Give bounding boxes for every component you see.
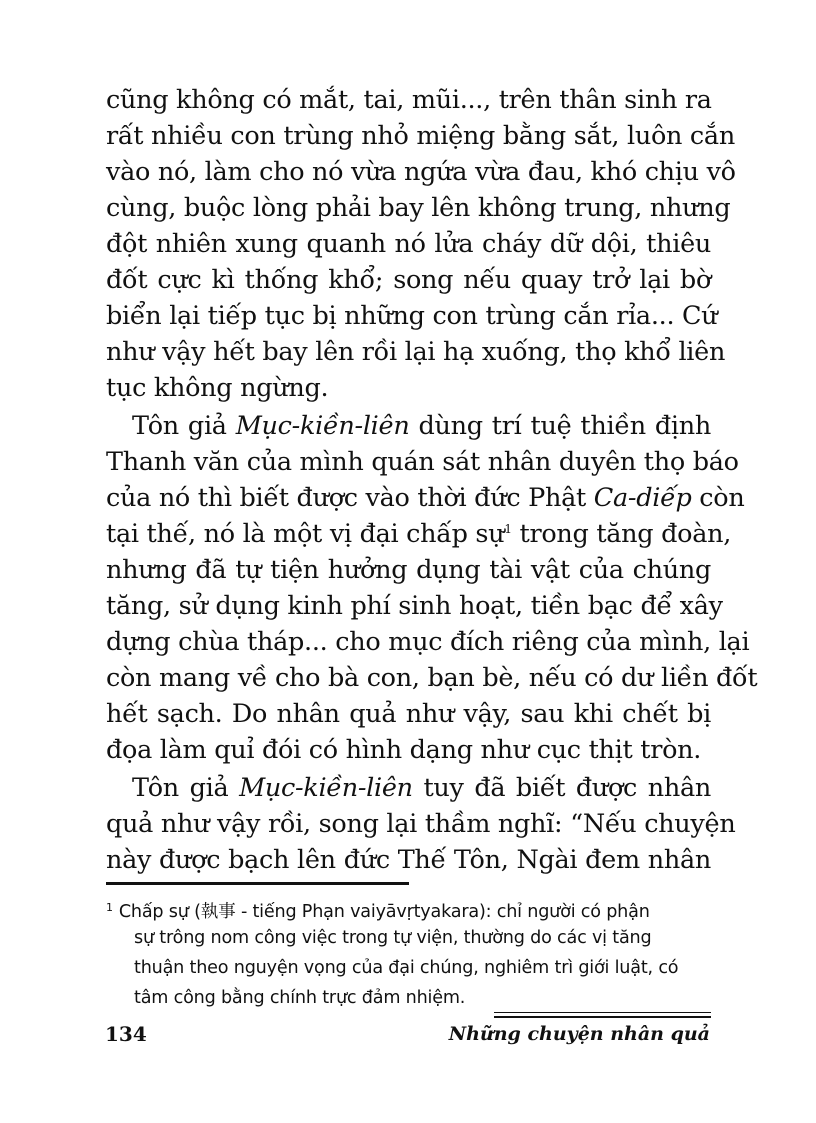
text-line: tục không ngừng. xyxy=(106,373,329,403)
footer-rule xyxy=(494,1012,711,1013)
footnote-line: thuận theo nguyện vọng của đại chúng, nghiêm trì giới luật, có xyxy=(134,958,679,978)
footnote-reference[interactable]: 1 xyxy=(504,522,512,536)
text-run: trong tăng đoàn, xyxy=(511,519,732,549)
text-run: Tôn giả xyxy=(132,411,236,441)
text-line: vào nó, làm cho nó vừa ngứa vừa đau, khó chịu vô xyxy=(106,157,736,187)
text-line: biển lại tiếp tục bị những con trùng cắn rỉa... Cứ xyxy=(106,301,718,331)
text-line xyxy=(106,516,732,552)
footnote-line xyxy=(106,893,714,923)
text-run: dùng trí tuệ thiền định xyxy=(409,411,711,441)
footnote-mark: 1 xyxy=(106,901,113,914)
footer-rule xyxy=(494,1016,711,1018)
footnote-line: tâm công bằng chính trực đảm nhiệm. xyxy=(134,988,466,1008)
text-line: dựng chùa tháp... cho mục đích riêng của mình, lại xyxy=(106,627,750,657)
text-run: tuy đã biết được nhân xyxy=(412,773,711,803)
text-line: nhưng đã tự tiện hưởng dụng tài vật của chúng xyxy=(106,555,711,585)
page-number: 134 xyxy=(105,1022,147,1046)
text-line: đột nhiên xung quanh nó lửa cháy dữ dội, thiêu xyxy=(106,229,711,259)
text-line: quả như vậy rồi, song lại thầm nghĩ: “Nếu chuyện xyxy=(106,809,736,839)
text-line: hết sạch. Do nhân quả như vậy, sau khi chết bị xyxy=(106,699,711,729)
italic-name: Mục-kiền-liên xyxy=(235,411,410,441)
text-line xyxy=(106,408,711,444)
footnote-separator xyxy=(106,882,409,885)
body-text xyxy=(106,82,758,878)
text-line: cũng không có mắt, tai, mũi..., trên thân sinh ra xyxy=(106,85,712,115)
text-line: Thanh văn của mình quán sát nhân duyên thọ báo xyxy=(106,447,739,477)
italic-name: Ca-diếp xyxy=(593,483,692,513)
text-line: rất nhiều con trùng nhỏ miệng bằng sắt, luôn cắn xyxy=(106,121,735,151)
running-title: Những chuyện nhân quả xyxy=(448,1023,710,1045)
text-run: còn xyxy=(691,483,745,513)
text-line xyxy=(106,770,711,806)
text-line: đốt cực kì thống khổ; song nếu quay trở lại bờ xyxy=(106,265,711,295)
text-line: còn mang về cho bà con, bạn bè, nếu có dư liền đốt xyxy=(106,663,758,693)
text-line xyxy=(106,480,745,516)
text-run: tại thế, nó là một vị đại chấp sự xyxy=(106,519,505,549)
text-line: đọa làm quỉ đói có hình dạng như cục thịt tròn. xyxy=(106,735,702,765)
text-line: tăng, sử dụng kinh phí sinh hoạt, tiền bạc để xây xyxy=(106,591,723,621)
text-line: như vậy hết bay lên rồi lại hạ xuống, thọ khổ liên xyxy=(106,337,726,367)
text-line: cùng, buộc lòng phải bay lên không trung, nhưng xyxy=(106,193,731,223)
footnote-text: Chấp sự (執事 - tiếng Phạn vaiyāvṛtyakara): chỉ người có phận xyxy=(118,902,650,922)
italic-name: Mục-kiền-liên xyxy=(239,773,413,803)
text-line: này được bạch lên đức Thế Tôn, Ngài đem nhân xyxy=(106,845,711,875)
text-run: Tôn giả xyxy=(132,773,240,803)
text-run: của nó thì biết được vào thời đức Phật xyxy=(106,483,594,513)
footnote xyxy=(106,893,714,1013)
footnote-line: sự trông nom công việc trong tự viện, thường do các vị tăng xyxy=(134,928,652,948)
